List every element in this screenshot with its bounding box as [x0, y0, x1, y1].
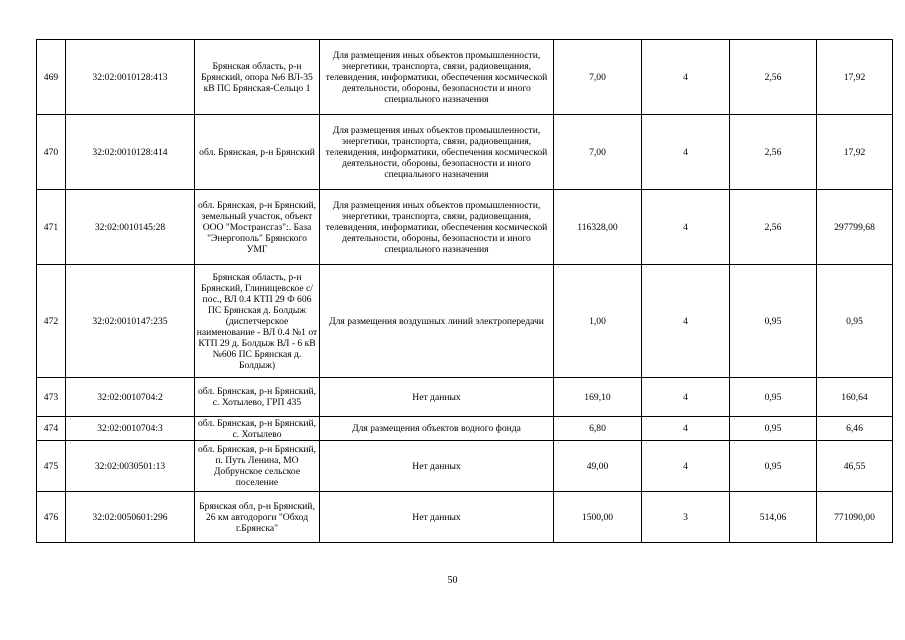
amount: 6,46 [817, 417, 893, 441]
address: обл. Брянская, р-н Брянский, с. Хотылево, ГРП 435 [195, 378, 320, 417]
rate: 514,06 [730, 492, 817, 543]
cadastral-number: 32:02:0010704:2 [66, 378, 195, 417]
table-row [37, 492, 893, 543]
row-number: 472 [37, 265, 66, 378]
table-row [37, 265, 893, 378]
area: 169,10 [554, 378, 642, 417]
cadastral-number: 32:02:0010145:28 [66, 190, 195, 265]
table-row [37, 441, 893, 492]
row-number: 469 [37, 40, 66, 115]
row-number: 476 [37, 492, 66, 543]
rate: 2,56 [730, 190, 817, 265]
table-row [37, 378, 893, 417]
area: 1,00 [554, 265, 642, 378]
permitted-use: Для размещения иных объектов промышленности, энергетики, транспорта, связи, радиовещания, телевидения, информатики, обеспечения космической деятельности, обороны, безопасности и иного специального назначения [320, 190, 554, 265]
permitted-use: Для размещения иных объектов промышленности, энергетики, транспорта, связи, радиовещания, телевидения, информатики, обеспечения космической деятельности, обороны, безопасности и иного специального назначения [320, 115, 554, 190]
area: 7,00 [554, 115, 642, 190]
address: обл. Брянская, р-н Брянский, земельный участок, объект ООО "Мострансгаз":. База "Энергополь" Брянского УМГ [195, 190, 320, 265]
category: 4 [642, 115, 730, 190]
permitted-use: Для размещения объектов водного фонда [320, 417, 554, 441]
table-row [37, 40, 893, 115]
cadastral-number: 32:02:0010147:235 [66, 265, 195, 378]
row-number: 473 [37, 378, 66, 417]
permitted-use: Нет данных [320, 492, 554, 543]
row-number: 471 [37, 190, 66, 265]
table-row [37, 115, 893, 190]
area: 1500,00 [554, 492, 642, 543]
amount: 0,95 [817, 265, 893, 378]
rate: 0,95 [730, 417, 817, 441]
amount: 771090,00 [817, 492, 893, 543]
category: 4 [642, 190, 730, 265]
table-row [37, 417, 893, 441]
cadastral-number: 32:02:0010704:3 [66, 417, 195, 441]
amount: 17,92 [817, 40, 893, 115]
amount: 297799,68 [817, 190, 893, 265]
rate: 0,95 [730, 265, 817, 378]
amount: 160,64 [817, 378, 893, 417]
permitted-use: Для размещения воздушных линий электропередачи [320, 265, 554, 378]
permitted-use: Нет данных [320, 441, 554, 492]
address: обл. Брянская, р-н Брянский, с. Хотылево [195, 417, 320, 441]
rate: 0,95 [730, 378, 817, 417]
permitted-use: Нет данных [320, 378, 554, 417]
rate: 2,56 [730, 40, 817, 115]
category: 4 [642, 417, 730, 441]
area: 7,00 [554, 40, 642, 115]
row-number: 474 [37, 417, 66, 441]
area: 116328,00 [554, 190, 642, 265]
permitted-use: Для размещения иных объектов промышленности, энергетики, транспорта, связи, радиовещания, телевидения, информатики, обеспечения космической деятельности, обороны, безопасности и иного специального назначения [320, 40, 554, 115]
address: обл. Брянская, р-н Брянский, п. Путь Ленина, МО Добрунское сельское поселение [195, 441, 320, 492]
row-number: 470 [37, 115, 66, 190]
table-row [37, 190, 893, 265]
category: 4 [642, 40, 730, 115]
rate: 0,95 [730, 441, 817, 492]
address: Брянская область, р-н Брянский, опора №6 ВЛ-35 кВ ПС Брянская-Сельцо 1 [195, 40, 320, 115]
category: 4 [642, 378, 730, 417]
area: 49,00 [554, 441, 642, 492]
cadastral-number: 32:02:0010128:414 [66, 115, 195, 190]
category: 4 [642, 265, 730, 378]
address: Брянская область, р-н Брянский, Глинищевское с/пос., ВЛ 0.4 КТП 29 Ф 606 ПС Брянская д. Болдыж (диспетчерское наименование - ВЛ 0.4 №1 от КТП 29 д. Болдыж ВЛ - 6 кВ №606 ПС Брянская д. Болдыж) [195, 265, 320, 378]
amount: 46,55 [817, 441, 893, 492]
land-registry-table [36, 39, 893, 543]
cadastral-number: 32:02:0030501:13 [66, 441, 195, 492]
address: Брянская обл, р-н Брянский, 26 км автодороги "Обход г.Брянска" [195, 492, 320, 543]
row-number: 475 [37, 441, 66, 492]
cadastral-number: 32:02:0050601:296 [66, 492, 195, 543]
category: 4 [642, 441, 730, 492]
rate: 2,56 [730, 115, 817, 190]
page-number: 50 [447, 575, 458, 586]
address: обл. Брянская, р-н Брянский [195, 115, 320, 190]
cadastral-number: 32:02:0010128:413 [66, 40, 195, 115]
amount: 17,92 [817, 115, 893, 190]
area: 6,80 [554, 417, 642, 441]
category: 3 [642, 492, 730, 543]
